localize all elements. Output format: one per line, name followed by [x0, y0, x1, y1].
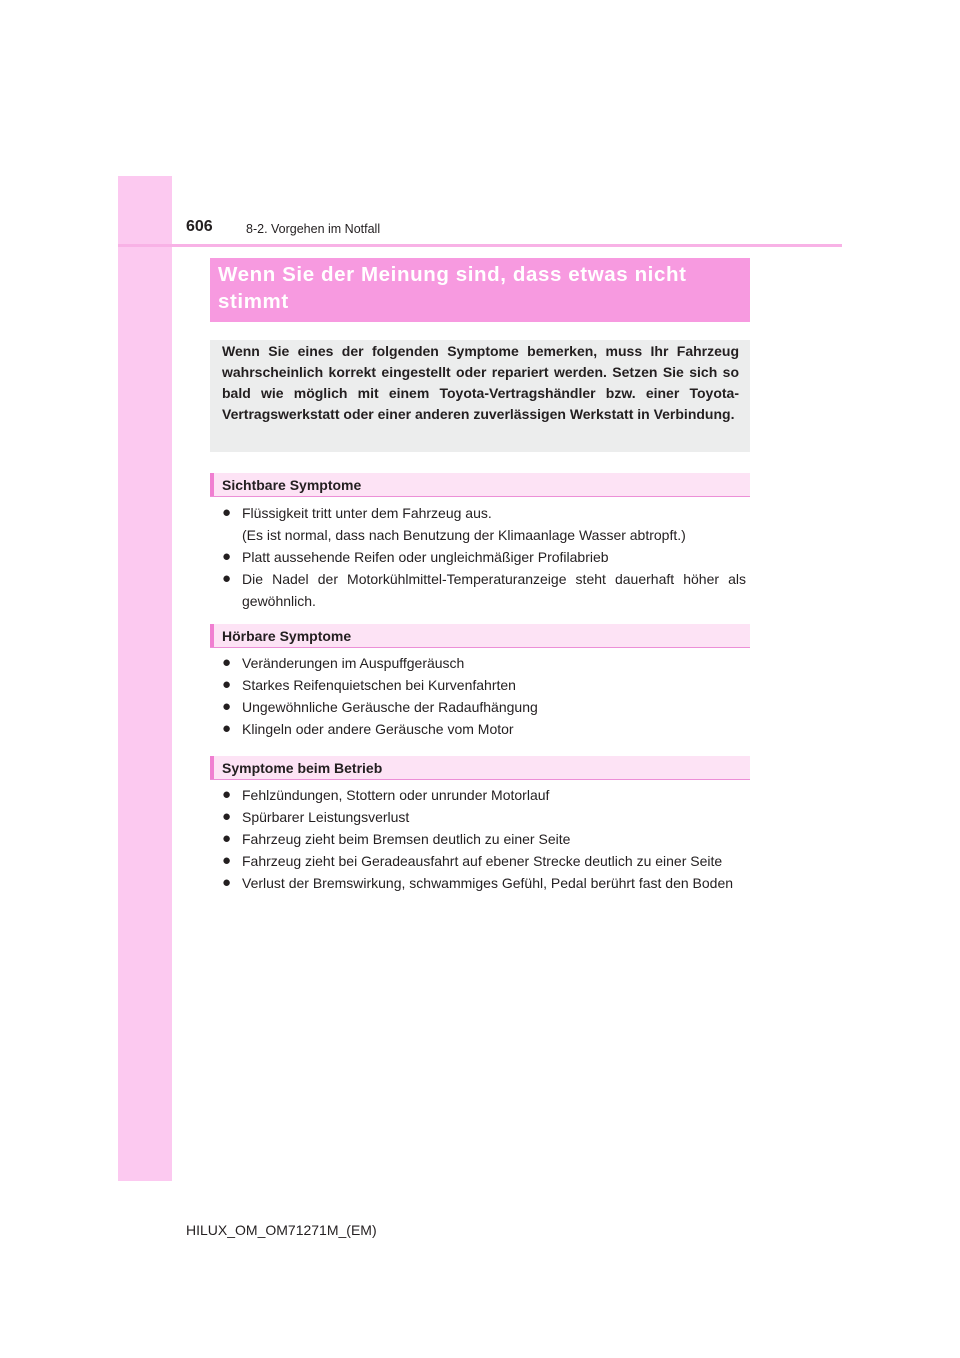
bullet-icon: ● [222, 852, 232, 869]
audible-symptoms-list [222, 652, 746, 740]
bullet-icon: ● [222, 786, 232, 803]
bullet-icon: ● [222, 698, 232, 715]
bullet-icon: ● [222, 504, 232, 521]
bullet-icon: ● [222, 874, 232, 891]
title-banner [210, 258, 750, 322]
list-item-text: Platt aussehende Reifen oder ungleichmäßiger Profilabrieb [242, 549, 609, 565]
section-heading-text: Symptome beim Betrieb [222, 760, 383, 776]
bullet-icon: ● [222, 808, 232, 825]
bullet-icon: ● [222, 654, 232, 671]
list-item [222, 850, 746, 872]
section-heading-audible [210, 624, 750, 648]
list-item [222, 828, 746, 850]
bullet-icon: ● [222, 548, 232, 565]
list-item [222, 696, 746, 718]
list-item-text: Verlust der Bremswirkung, schwammiges Gefühl, Pedal berührt fast den Boden [242, 875, 734, 891]
list-item [222, 568, 746, 612]
list-item-text: Die Nadel der Motorkühlmittel-Temperaturanzeige steht dauerhaft höher als gewöhnlich. [242, 571, 746, 609]
section-label: 8-2. Vorgehen im Notfall [246, 222, 381, 236]
bullet-icon: ● [222, 830, 232, 847]
visible-symptoms-list [222, 502, 746, 612]
bullet-icon: ● [222, 570, 232, 587]
section-heading-text: Sichtbare Symptome [222, 477, 362, 493]
intro-box [210, 340, 750, 452]
list-item [222, 718, 746, 740]
list-item-text: Klingeln oder andere Geräusche vom Motor [242, 721, 514, 737]
list-item [222, 546, 746, 568]
list-item-text: Spürbarer Leistungsverlust [242, 809, 410, 825]
list-item-text: Fehlzündungen, Stottern oder unrunder Motorlauf [242, 787, 550, 803]
list-item [222, 652, 746, 674]
bullet-icon: ● [222, 676, 232, 693]
header-rule [118, 244, 842, 247]
section-heading-text: Hörbare Symptome [222, 628, 352, 644]
list-item-note: (Es ist normal, dass nach Benutzung der Klimaanlage Wasser abtropft.) [242, 527, 686, 543]
list-item [222, 674, 746, 696]
list-item [222, 502, 746, 546]
heading-accent-bar [210, 756, 214, 779]
section-heading-visible [210, 473, 750, 497]
list-item-text: Ungewöhnliche Geräusche der Radaufhängung [242, 699, 538, 715]
operation-symptoms-list [222, 784, 746, 894]
bullet-icon: ● [222, 720, 232, 737]
page-number: 606 [186, 218, 213, 235]
list-item-text: Starkes Reifenquietschen bei Kurvenfahrten [242, 677, 516, 693]
list-item [222, 784, 746, 806]
list-item-text: Fahrzeug zieht beim Bremsen deutlich zu einer Seite [242, 831, 571, 847]
list-item-text: Fahrzeug zieht bei Geradeausfahrt auf ebener Strecke deutlich zu einer Seite [242, 853, 723, 869]
list-item-text: Veränderungen im Auspuffgeräusch [242, 655, 465, 671]
page-title: Wenn Sie der Meinung sind, dass etwas nicht stimmt [218, 263, 687, 313]
list-item [222, 806, 746, 828]
heading-accent-bar [210, 624, 214, 647]
section-heading-operation [210, 756, 750, 780]
intro-text: Wenn Sie eines der folgenden Symptome bemerken, muss Ihr Fahrzeug wahrscheinlich korrekt eingestellt oder repariert werden. Setzen Sie sich so bald wie möglich mit einem Toyota-Vertragshändler bzw. einer Toyota-Vertragswerkstatt oder einer anderen zuverlässigen Werkstatt in Verbindung. [222, 343, 739, 422]
document-code-footer: HILUX_OM_OM71271M_(EM) [186, 1222, 377, 1238]
list-item-text: Flüssigkeit tritt unter dem Fahrzeug aus. [242, 505, 492, 521]
page-side-tab [118, 176, 172, 1181]
list-item [222, 872, 746, 894]
heading-accent-bar [210, 473, 214, 496]
